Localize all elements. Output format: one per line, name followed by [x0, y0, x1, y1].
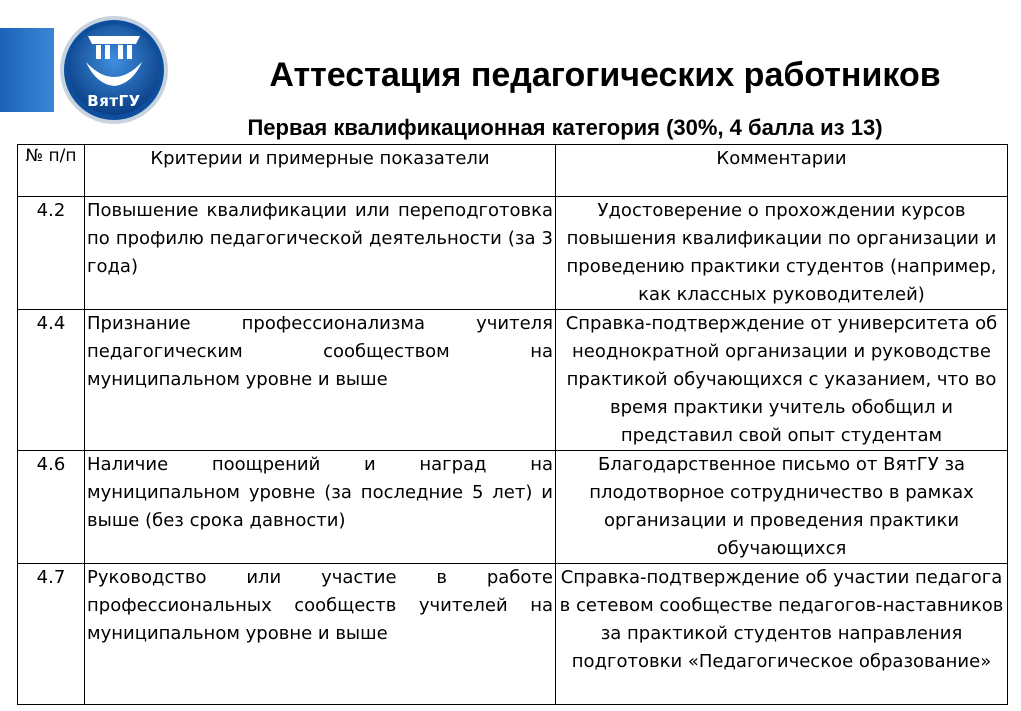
table-header-row	[18, 145, 1008, 197]
column-header-comments: Комментарии	[556, 145, 1008, 197]
row-comment: Благодарственное письмо от ВятГУ за плодотворное сотрудничество в рамках организации и проведения практики обучающихся	[556, 451, 1008, 564]
logo-text: ВятГУ	[87, 92, 141, 110]
table-row	[18, 564, 1008, 705]
page-subtitle: Первая квалификационная категория (30%, 4 балла из 13)	[247, 115, 883, 140]
accent-bar	[0, 28, 54, 112]
table-row	[18, 197, 1008, 310]
university-logo	[58, 14, 170, 126]
row-number: 4.2	[18, 197, 85, 310]
criteria-table	[17, 144, 1008, 705]
row-criterion: Руководство или участие в работе профессиональных сообществ учителей на муниципальном уровне и выше	[85, 564, 556, 705]
row-comment: Справка-подтверждение от университета об неоднократной организации и руководстве практикой обучающихся с указанием, что во время практики учитель обобщил и представил свой опыт студентам	[556, 310, 1008, 451]
column-header-criteria: Критерии и примерные показатели	[85, 145, 556, 197]
table-row	[18, 451, 1008, 564]
row-criterion: Признание профессионализма учителя педагогическим сообществом на муниципальном уровне и выше	[85, 310, 556, 451]
column-header-number: № п/п	[18, 145, 85, 197]
row-comment: Удостоверение о прохождении курсов повышения квалификации по организации и проведению практики студентов (например, как классных руководителей)	[556, 197, 1008, 310]
row-number: 4.4	[18, 310, 85, 451]
row-criterion: Повышение квалификации или переподготовка по профилю педагогической деятельности (за 3 года)	[85, 197, 556, 310]
row-comment: Справка-подтверждение об участии педагога в сетевом сообществе педагогов-наставников за практикой студентов направления подготовки «Педагогическое образование»	[556, 564, 1008, 705]
row-number: 4.6	[18, 451, 85, 564]
row-number: 4.7	[18, 564, 85, 705]
table-row	[18, 310, 1008, 451]
row-criterion: Наличие поощрений и наград на муниципальном уровне (за последние 5 лет) и выше (без срока давности)	[85, 451, 556, 564]
page-title: Аттестация педагогических работников	[269, 56, 941, 94]
